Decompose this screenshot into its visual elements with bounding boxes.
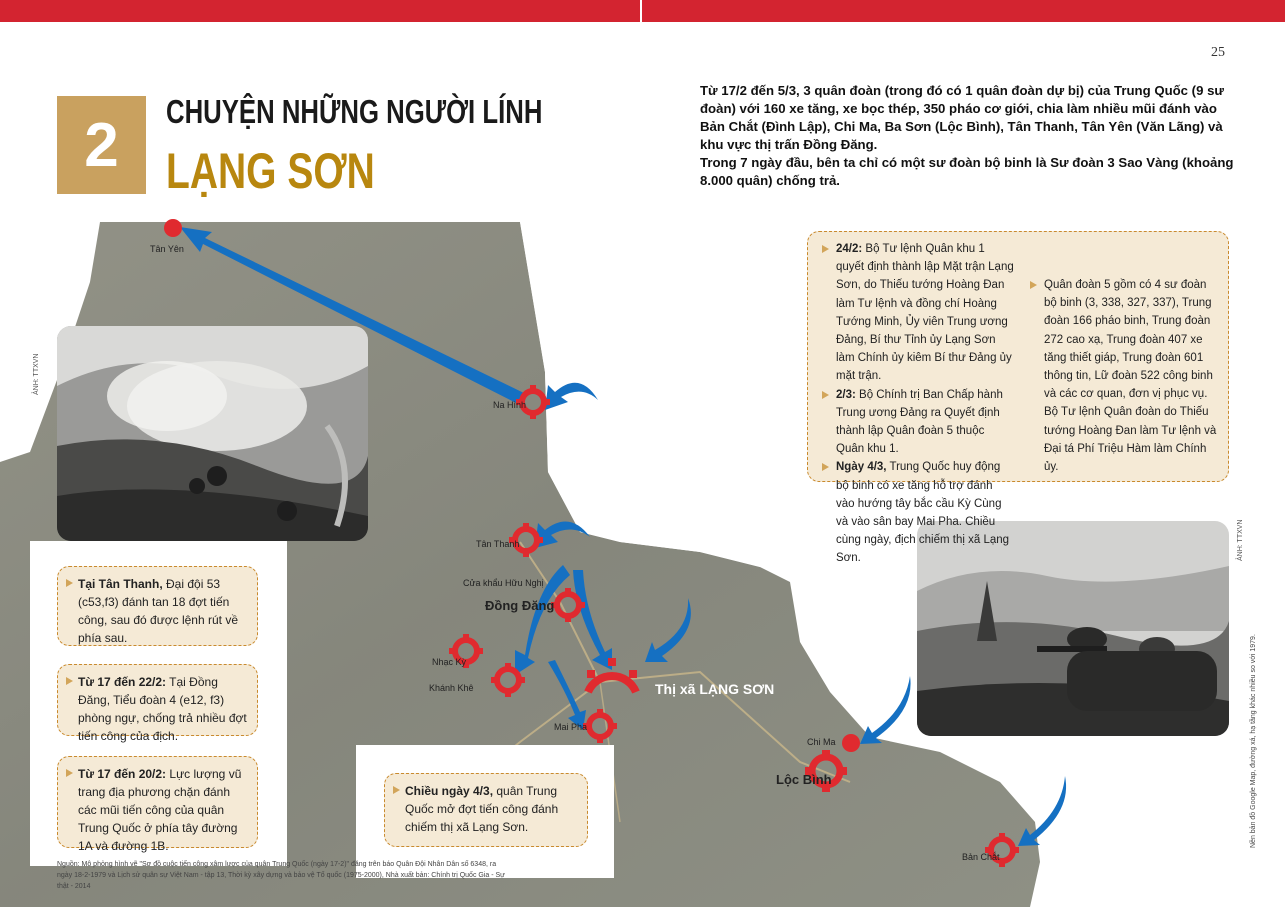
map-label-tan-thanh: Tân Thanh (476, 539, 520, 549)
map-label-chi-ma: Chi Ma (807, 737, 836, 747)
note-tan-thanh: Tại Tân Thanh, Đại đội 53 (c53,f3) đánh tan 18 đợt tiến công, sau đó được lệnh rút về phía sau. (57, 566, 258, 646)
chapter-title-line2: LẠNG SƠN (166, 143, 375, 199)
map-label-nhac-ky: Nhạc Kỳ (432, 657, 467, 667)
note-local-forces: Từ 17 đến 20/2: Lực lượng vũ trang địa phương chặn đánh các mũi tiến công của quân Trung Quốc ở phía tây đường 1A và đường 1B. (57, 756, 258, 848)
intro-paragraph-2: Trong 7 ngày đầu, bên ta chỉ có một sư đoàn bộ binh là Sư đoàn 3 Sao Vàng (khoảng 8.000 quân) chống trả. (700, 155, 1234, 188)
attack-arrow (1018, 776, 1066, 846)
red-dot-marker (164, 219, 182, 237)
attack-arrow (645, 598, 691, 662)
page-number: 25 (1211, 45, 1225, 60)
red-dot-marker (842, 734, 860, 752)
map-label-mai-pha: Mai Pha (554, 722, 588, 732)
map-label-dong-dang: Đồng Đăng (485, 598, 555, 613)
chapter-number: 2 (57, 96, 146, 194)
photo1-credit: ẢNH: TTXVN (33, 353, 40, 395)
timeline-item: Ngày 4/3, Trung Quốc huy động bộ binh có xe tăng hỗ trợ đánh vào hướng tây bắc cầu Kỳ Cùng và vào sân bay Mai Pha. Chiều cùng ngày, địch chiếm thị xã Lạng Sơn. (826, 458, 1014, 567)
timeline-item: 2/3: Bộ Chính trị Ban Chấp hành Trung ương Đảng ra Quyết định thành lập Quân đoàn 5 thuộc Quân khu 1. (826, 386, 1014, 459)
map-label-khanh-khe: Khánh Khê (429, 683, 474, 693)
attack-arrow (545, 383, 598, 410)
timeline-item: 24/2: Bộ Tư lệnh Quân khu 1 quyết định thành lập Mặt trận Lạng Sơn, do Thiếu tướng Hoàng Đan làm Tư lệnh và đồng chí Hoàng Tướng Minh, Ủy viên Trung ương Đảng, Bí thư Tỉnh ủy Lạng Sơn làm Chính ủy kiêm Bí thư Đảng ủy mặt trận. (826, 240, 1014, 386)
timeline-item: Quân đoàn 5 gồm có 4 sư đoàn bộ binh (3, 338, 327, 337), Trung đoàn 166 pháo binh, Trung đoàn 272 cao xạ, Trung đoàn 407 xe tăng thiết giáp, Trung đoàn 601 thông tin, Lữ đoàn 522 công binh và các cơ quan, đơn vị phục vụ. Bộ Tư lệnh Quân đoàn do Thiếu tướng Hoàng Đan làm Tư lệnh và Đại tá Phí Triệu Hàm làm Chính ủy. (1034, 276, 1219, 476)
attack-arrow (535, 521, 590, 548)
photo2-credit: ẢNH: TTXVN (1237, 519, 1244, 561)
map-label-loc-binh: Lộc Bình (776, 772, 832, 787)
map-label-tan-yen: Tân Yên (150, 244, 184, 254)
note-dong-dang: Từ 17 đến 22/2: Tại Đồng Đăng, Tiểu đoàn 4 (e12, f3) phòng ngự, chống trả nhiều đợt tiến công của địch. (57, 664, 258, 736)
attack-arrow-long (180, 227, 528, 405)
attack-arrow (573, 570, 612, 670)
map-label-thi-xa-lang-son: Thị xã LẠNG SƠN (655, 681, 775, 697)
attack-arrow (548, 660, 586, 730)
note-chieu-ngay-4-3: Chiều ngày 4/3, quân Trung Quốc mở đợt tiến công đánh chiếm thị xã Lạng Sơn. (384, 773, 588, 847)
map-base-credit: Nền bản đồ Google Map, đường xá, hạ tầng khác nhiều so với 1979. (1250, 634, 1257, 848)
attack-arrow (860, 676, 911, 744)
map-label-ban-chat: Bản Chắt (962, 852, 1000, 862)
gear-icon (587, 658, 637, 692)
gear-icon (583, 709, 617, 743)
source-citation: Nguồn: Mô phỏng hình vẽ "Sơ đồ cuộc tiến công xâm lược của quân Trung Quốc (ngày 17-2)" đăng trên báo Quân Đội Nhân Dân số 6348, ra ngày 18-2-1979 và Lịch sử quân sự Việt Nam - tập 13, Thời kỳ xây dựng và bảo vệ Tổ quốc (1975-2000), Nhà xuất bản: Chính trị Quốc Gia - Sự thật - 2014 (57, 861, 505, 890)
intro-paragraph-1: Từ 17/2 đến 5/3, 3 quân đoàn (trong đó có 1 quân đoàn dự bị) của Trung Quốc (9 sư đoàn) với 160 xe tăng, xe bọc thép, 350 pháo cơ giới, chia làm nhiều mũi đánh vào Bản Chắt (Đình Lập), Chi Ma, Ba Sơn (Lộc Bình), Tân Thanh, Tân Yên (Văn Lãng) và khu vực thị trấn Đồng Đăng. (700, 83, 1224, 152)
chapter-title-line1: CHUYỆN NHỮNG NGƯỜI LÍNH (166, 93, 543, 130)
map-label-na-hinh: Na Hình (493, 400, 527, 410)
map-label-cua-khau: Cửa khẩu Hữu Nghị (463, 578, 544, 588)
